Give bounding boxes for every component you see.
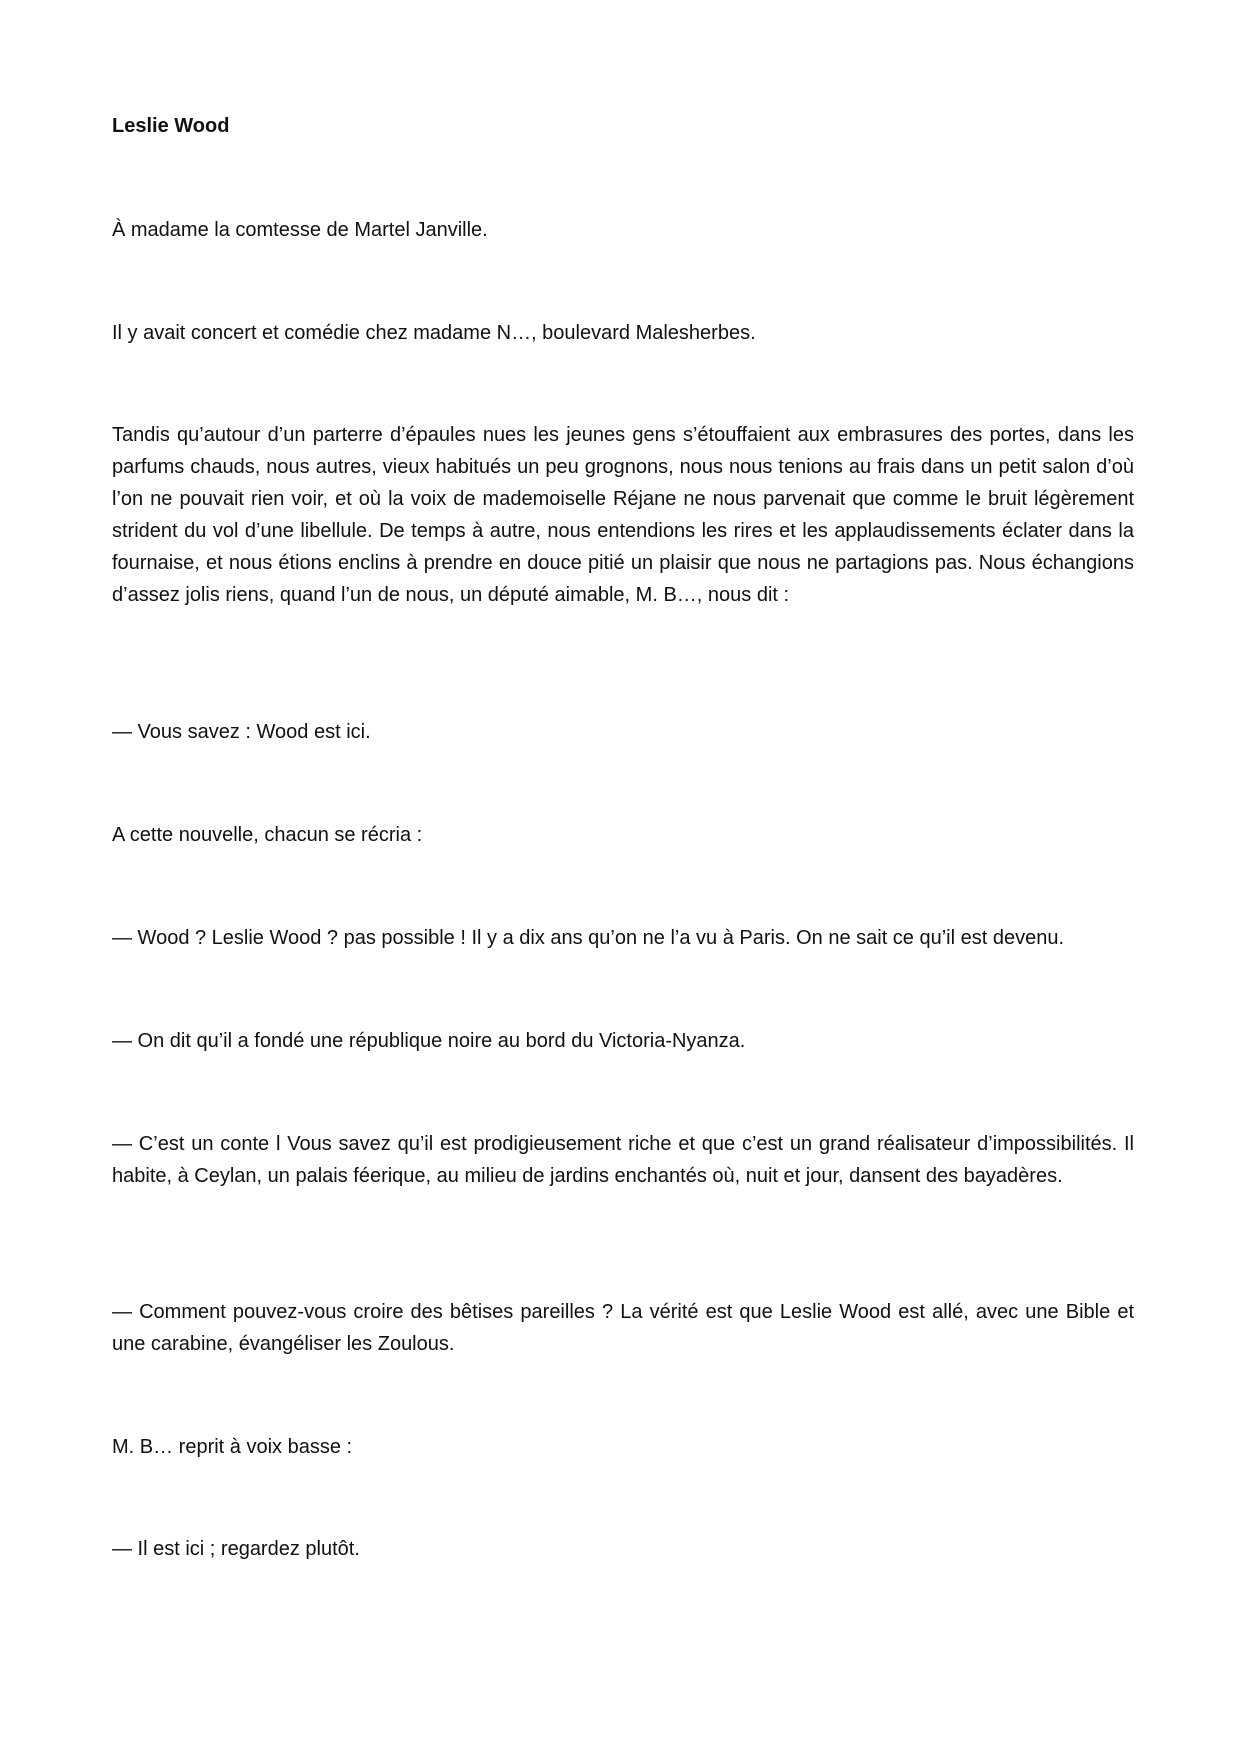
paragraph-salon: Tandis qu’autour d’un parterre d’épaules nues les jeunes gens s’étouffaient aux embrasures des portes, dans les parfums chauds, nous autres, vieux habitués un peu grognons, nous nous tenions au frais dans un petit salon d’où l’on ne pouvait rien voir, et où la voix de mademoiselle Réjane ne nous parvenait que comme le bruit légèrement strident du vol d’une libellule. De temps à autre, nous entendions les rires et les applaudissements éclater dans la fournaise, et nous étions enclins à prendre en douce pitié un plaisir que nous ne partagions pas. Nous échangions d’assez jolis riens, quand l’un de nous, un député aimable, M. B…, nous dit : bbox=[112, 424, 1134, 606]
dialogue-zoulous: — Comment pouvez-vous croire des bêtises pareilles ? La vérité est que Leslie Wood est allé, avec une Bible et une carabine, évangéliser les Zoulous. bbox=[112, 1301, 1134, 1355]
dialogue-not-possible: — Wood ? Leslie Wood ? pas possible ! Il y a dix ans qu’on ne l’a vu à Paris. On ne sait ce qu’il est devenu. bbox=[112, 927, 1065, 949]
dialogue-wood-here: — Vous savez : Wood est ici. bbox=[112, 721, 371, 743]
dialogue-ceylan: — C’est un conte l Vous savez qu’il est prodigieusement riche et que c’est un grand réalisateur d’impossibilités. Il habite, à Ceylan, un palais féerique, au milieu de jardins enchantés où, nuit et jour, dansent des bayadères. bbox=[112, 1133, 1134, 1187]
dialogue-republic: — On dit qu’il a fondé une république noire au bord du Victoria-Nyanza. bbox=[112, 1030, 746, 1052]
document-title: Leslie Wood bbox=[112, 115, 230, 137]
paragraph-reaction: A cette nouvelle, chacun se récria : bbox=[112, 824, 423, 846]
paragraph-concert: Il y avait concert et comédie chez madame N…, boulevard Malesherbes. bbox=[112, 322, 756, 344]
paragraph-low-voice: M. B… reprit à voix basse : bbox=[112, 1436, 353, 1458]
dialogue-look: — Il est ici ; regardez plutôt. bbox=[112, 1538, 360, 1560]
dedication: À madame la comtesse de Martel Janville. bbox=[112, 219, 488, 241]
